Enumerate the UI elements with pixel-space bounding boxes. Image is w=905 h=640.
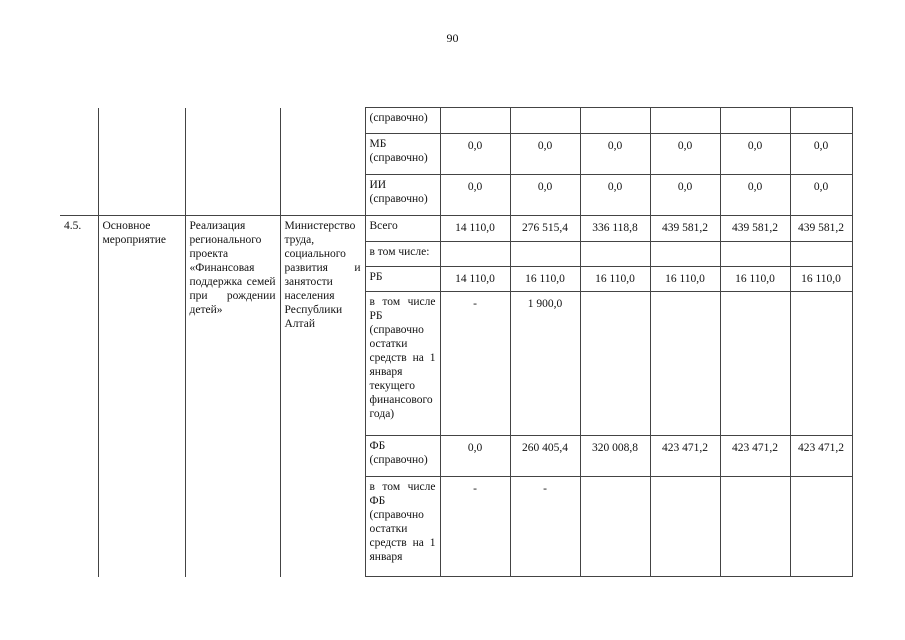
value-cell (440, 108, 510, 134)
value-cell: 0,0 (440, 436, 510, 477)
value-cell: 0,0 (650, 134, 720, 175)
value-cell: - (440, 292, 510, 436)
table-row (60, 108, 852, 134)
funding-type-cell: ФБ (справочно) (365, 436, 440, 477)
value-cell: - (510, 477, 580, 577)
value-cell: 439 581,2 (790, 216, 852, 242)
table-row (60, 216, 852, 242)
value-cell (720, 242, 790, 267)
value-cell: 0,0 (510, 134, 580, 175)
funding-type-cell: в том числе РБ (справочно остатки средств на 1 января текущего финансового года) (365, 292, 440, 436)
value-cell: 14 110,0 (440, 216, 510, 242)
value-cell: 276 515,4 (510, 216, 580, 242)
value-cell: 14 110,0 (440, 267, 510, 292)
funding-type-cell: (справочно) (365, 108, 440, 134)
value-cell (790, 477, 852, 577)
value-cell: 260 405,4 (510, 436, 580, 477)
value-cell: 0,0 (790, 175, 852, 216)
value-cell: 423 471,2 (790, 436, 852, 477)
prev-kind-cell (98, 108, 185, 216)
value-cell: 423 471,2 (720, 436, 790, 477)
value-cell: 0,0 (720, 134, 790, 175)
value-cell: 16 110,0 (720, 267, 790, 292)
item-executor-cell: Министерство труда, социального развития и занятости населения Республики Алтай (280, 216, 365, 577)
value-cell: - (440, 477, 510, 577)
value-cell (720, 108, 790, 134)
value-cell (720, 292, 790, 436)
value-cell: 16 110,0 (790, 267, 852, 292)
value-cell (510, 108, 580, 134)
funding-type-cell: ИИ (справочно) (365, 175, 440, 216)
value-cell (580, 292, 650, 436)
value-cell (650, 108, 720, 134)
value-cell (650, 477, 720, 577)
value-cell: 0,0 (650, 175, 720, 216)
value-cell (510, 242, 580, 267)
value-cell (790, 242, 852, 267)
funding-type-cell: в том числе: (365, 242, 440, 267)
value-cell (720, 477, 790, 577)
page-number: 90 (446, 31, 459, 45)
value-cell: 0,0 (440, 175, 510, 216)
funding-type-cell: МБ (справочно) (365, 134, 440, 175)
funding-table (60, 107, 853, 577)
value-cell: 16 110,0 (650, 267, 720, 292)
value-cell: 336 118,8 (580, 216, 650, 242)
item-name-cell: Реализация регионального проекта «Финансовая поддержка семей при рождении детей» (185, 216, 280, 577)
value-cell: 1 900,0 (510, 292, 580, 436)
funding-type-cell: в том числе ФБ (справочно остатки средств на 1 января (365, 477, 440, 577)
value-cell: 423 471,2 (650, 436, 720, 477)
funding-type-cell: Всего (365, 216, 440, 242)
value-cell: 320 008,8 (580, 436, 650, 477)
funding-type-cell: РБ (365, 267, 440, 292)
value-cell: 16 110,0 (510, 267, 580, 292)
value-cell (790, 108, 852, 134)
value-cell (580, 108, 650, 134)
value-cell: 439 581,2 (650, 216, 720, 242)
value-cell (440, 242, 510, 267)
prev-number-cell (60, 108, 98, 216)
value-cell (790, 292, 852, 436)
prev-name-cell (185, 108, 280, 216)
value-cell: 0,0 (510, 175, 580, 216)
value-cell (650, 292, 720, 436)
value-cell: 439 581,2 (720, 216, 790, 242)
value-cell (580, 477, 650, 577)
value-cell: 0,0 (720, 175, 790, 216)
item-kind-cell: Основное мероприятие (98, 216, 185, 577)
value-cell (650, 242, 720, 267)
value-cell (580, 242, 650, 267)
value-cell: 0,0 (440, 134, 510, 175)
item-number-cell: 4.5. (60, 216, 98, 577)
value-cell: 0,0 (580, 134, 650, 175)
prev-executor-cell (280, 108, 365, 216)
value-cell: 16 110,0 (580, 267, 650, 292)
value-cell: 0,0 (790, 134, 852, 175)
value-cell: 0,0 (580, 175, 650, 216)
